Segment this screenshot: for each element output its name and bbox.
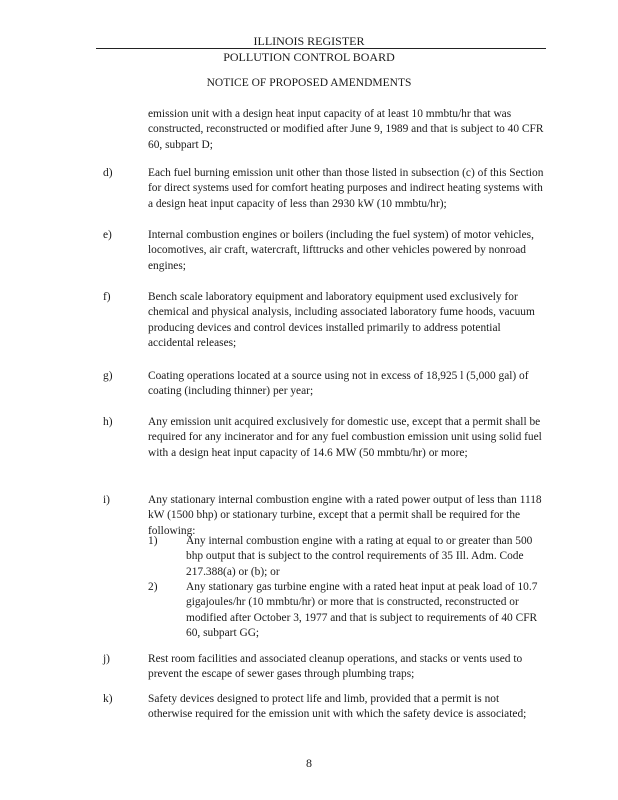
register-title: ILLINOIS REGISTER: [253, 34, 365, 48]
subitem-label-2: 2): [148, 581, 158, 593]
item-text-e: Internal combustion engines or boilers (including the fuel system) of motor vehicles, locomotives, air craft, watercraft, lifttrucks and other vehicles powered by nonroad engines;: [148, 229, 534, 272]
item-label-d: d): [103, 167, 113, 179]
subitem-label-1: 1): [148, 535, 158, 547]
item-label-e: e): [103, 229, 112, 241]
item-text-d: Each fuel burning emission unit other than those listed in subsection (c) of this Section for direct systems used for comfort heating purposes and indirect heating systems with a design heat input capacity of less than 2930 kW (10 mmbtu/hr);: [148, 167, 544, 210]
notice-title: NOTICE OF PROPOSED AMENDMENTS: [206, 77, 412, 89]
item-text-g: Coating operations located at a source using not in excess of 18,925 l (5,000 gal) of coating (including thinner) per year;: [148, 370, 529, 398]
item-text-k: Safety devices designed to protect life and limb, provided that a permit is not otherwise required for the emission unit with which the safety device is associated;: [148, 693, 527, 721]
header-rule: [96, 48, 546, 49]
subitem-text-1: Any internal combustion engine with a rating at equal to or greater than 500 bhp output that is subject to the control requirements of 35 Ill. Adm. Code 217.388(a) or (b); or: [186, 535, 533, 578]
item-label-k: k): [103, 693, 113, 705]
item-text-h: Any emission unit acquired exclusively for domestic use, except that a permit shall be required for any incinerator and for any fuel combustion emission unit using solid fuel with a design heat input capacity of 14.6 MW (50 mmbtu/hr) or more;: [148, 416, 542, 459]
item-label-i: i): [103, 494, 110, 506]
board-title: POLLUTION CONTROL BOARD: [223, 50, 395, 64]
item-label-f: f): [103, 291, 111, 303]
item-label-g: g): [103, 370, 113, 382]
item-label-h: h): [103, 416, 113, 428]
item-text-f: Bench scale laboratory equipment and laboratory equipment used exclusively for chemical and physical analysis, including associated laboratory fume hoods, vacuum producing devices and control devices installed primarily to address potential accidental releases;: [148, 291, 535, 350]
page-number: 8: [306, 756, 312, 770]
item-text-i: Any stationary internal combustion engine with a rated power output of less than 1118 kW (1500 bhp) or stationary turbine, except that a permit shall be required for the following:: [148, 494, 542, 537]
continuation-paragraph: emission unit with a design heat input capacity of at least 10 mmbtu/hr that was constructed, reconstructed or modified after June 9, 1989 and that is subject to 40 CFR 60, subpart D;: [148, 108, 544, 151]
subitem-text-2: Any stationary gas turbine engine with a rated heat input at peak load of 10.7 gigajoules/hr (10 mmbtu/hr) or more that is constructed, reconstructed or modified after October 3, 1977 and that is subject to requirements of 40 CFR 60, subpart GG;: [186, 581, 538, 640]
item-label-j: j): [103, 653, 110, 665]
item-text-j: Rest room facilities and associated cleanup operations, and stacks or vents used to prevent the escape of sewer gases through plumbing traps;: [148, 653, 523, 681]
